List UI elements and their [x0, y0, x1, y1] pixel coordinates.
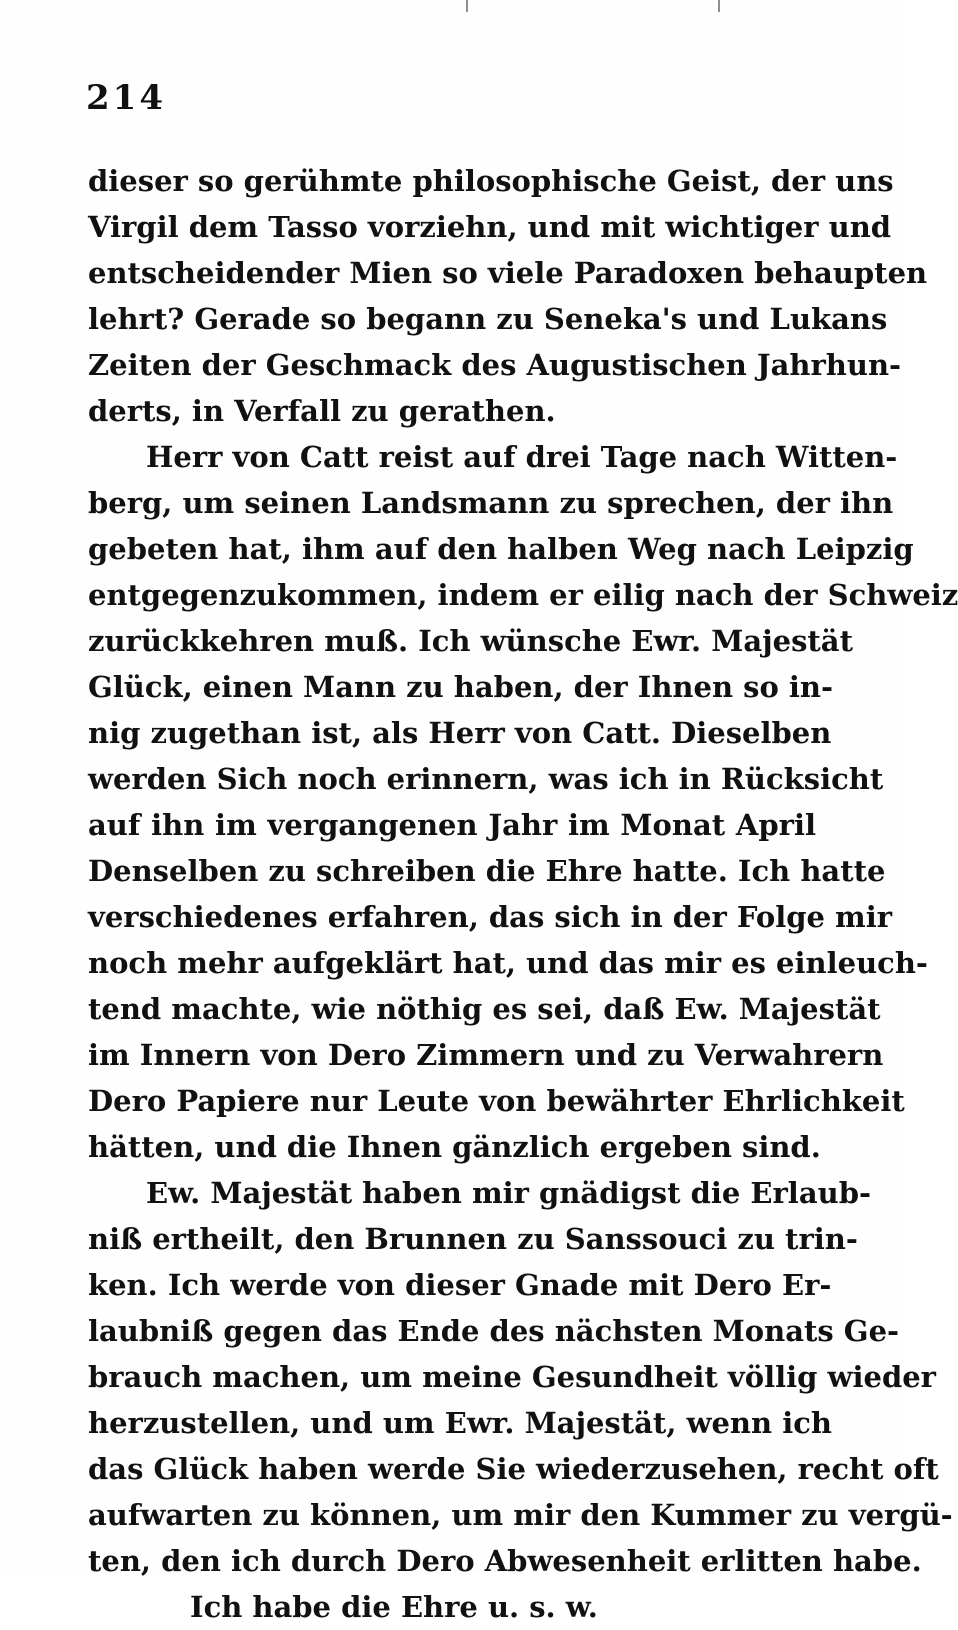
text-line: laubniß gegen das Ende des nächsten Monats Ge- — [88, 1314, 900, 1348]
text-line: Ew. Majestät haben mir gnädigst die Erlaub- — [146, 1176, 872, 1210]
body-text — [88, 158, 958, 1630]
text-line: im Innern von Dero Zimmern und zu Verwahrern — [88, 1038, 884, 1072]
text-line: berg, um seinen Landsmann zu sprechen, der ihn — [88, 486, 894, 520]
text-line: ken. Ich werde von dieser Gnade mit Dero Er- — [88, 1268, 832, 1302]
text-line: Glück, einen Mann zu haben, der Ihnen so in- — [88, 670, 834, 704]
text-line: aufwarten zu können, um mir den Kummer zu vergü- — [88, 1498, 953, 1532]
text-line: zurückkehren muß. Ich wünsche Ewr. Majestät — [88, 624, 853, 658]
closing-line: Ich habe die Ehre u. s. w. — [190, 1590, 598, 1624]
text-line: hätten, und die Ihnen gänzlich ergeben sind. — [88, 1130, 821, 1164]
text-line: brauch machen, um meine Gesundheit völlig wieder — [88, 1360, 936, 1394]
scan-artifact — [466, 0, 468, 12]
scan-artifact — [718, 0, 720, 12]
text-line: entgegenzukommen, indem er eilig nach der Schweiz — [88, 578, 958, 612]
text-line: Dero Papiere nur Leute von bewährter Ehrlichkeit — [88, 1084, 905, 1118]
text-line: tend machte, wie nöthig es sei, daß Ew. Majestät — [88, 992, 881, 1026]
text-line: ten, den ich durch Dero Abwesenheit erlitten habe. — [88, 1544, 922, 1578]
text-line: lehrt? Gerade so begann zu Seneka's und Lukans — [88, 302, 888, 336]
text-line: entscheidender Mien so viele Paradoxen behaupten — [88, 256, 928, 290]
text-line: niß ertheilt, den Brunnen zu Sanssouci zu trin- — [88, 1222, 858, 1256]
text-line: nig zugethan ist, als Herr von Catt. Dieselben — [88, 716, 832, 750]
text-line: Herr von Catt reist auf drei Tage nach Witten- — [146, 440, 898, 474]
text-line: verschiedenes erfahren, das sich in der Folge mir — [88, 900, 893, 934]
text-line: Zeiten der Geschmack des Augustischen Jahrhun- — [88, 348, 902, 382]
text-line: gebeten hat, ihm auf den halben Weg nach Leipzig — [88, 532, 914, 566]
text-line: werden Sich noch erinnern, was ich in Rücksicht — [88, 762, 884, 796]
text-line: das Glück haben werde Sie wiederzusehen, recht oft — [88, 1452, 939, 1486]
text-line: noch mehr aufgeklärt hat, und das mir es einleuch- — [88, 946, 928, 980]
text-line: auf ihn im vergangenen Jahr im Monat April — [88, 808, 816, 842]
text-line: Virgil dem Tasso vorziehn, und mit wichtiger und — [88, 210, 892, 244]
text-line: derts, in Verfall zu gerathen. — [88, 394, 556, 428]
text-line: herzustellen, und um Ewr. Majestät, wenn ich — [88, 1406, 832, 1440]
text-line: dieser so gerühmte philosophische Geist, der uns — [88, 164, 894, 198]
page-number: 214 — [86, 78, 166, 118]
text-line: Denselben zu schreiben die Ehre hatte. Ich hatte — [88, 854, 886, 888]
